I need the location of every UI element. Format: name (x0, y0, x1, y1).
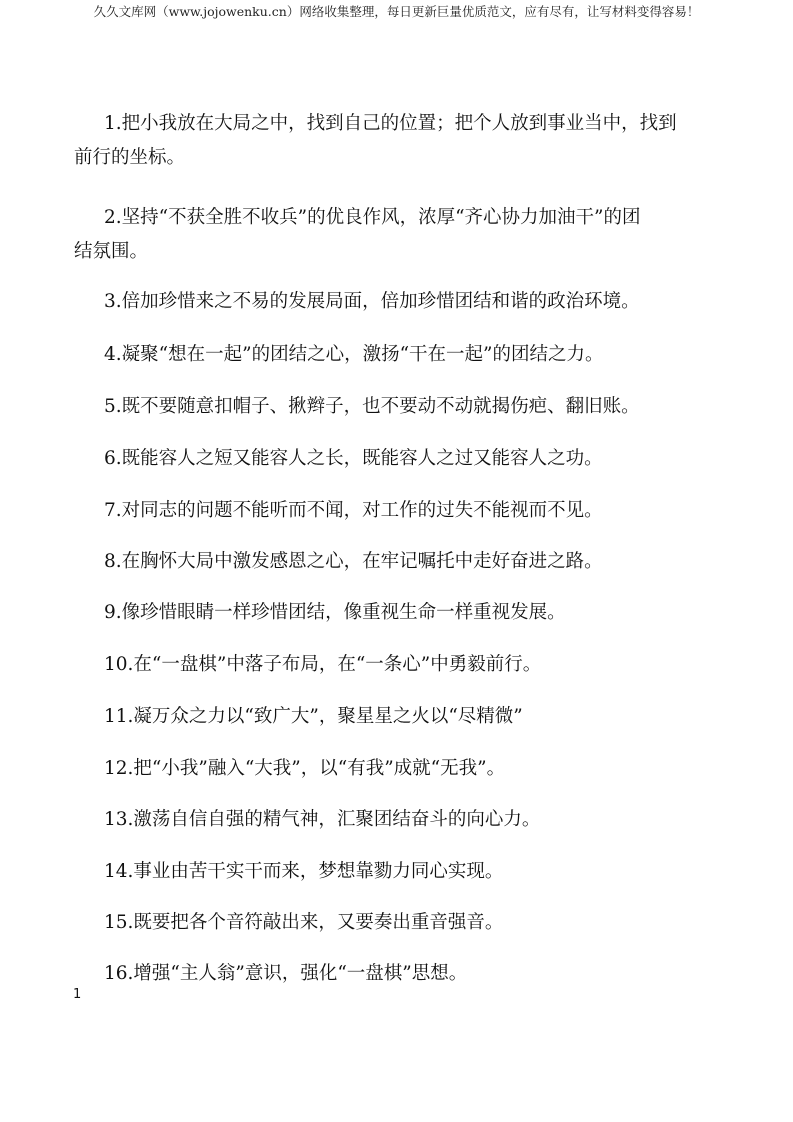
list-item: 3.倍加珍惜来之不易的发展局面，倍加珍惜团结和谐的政治环境。 (104, 291, 640, 312)
list-item: 13.激荡自信自强的精气神，汇聚团结奋斗的向心力。 (104, 809, 541, 830)
page-number: 1 (73, 987, 82, 1002)
item-text: 1.把小我放在大局之中，找到自己的位置；把个人放到事业当中，找到 (104, 113, 677, 134)
list-item: 4.凝聚“想在一起”的团结之心，激扬“干在一起”的团结之力。 (104, 344, 604, 365)
list-item: 15.既要把各个音符敲出来，又要奏出重音强音。 (104, 912, 504, 933)
list-item: 14.事业由苦干实干而来，梦想靠勠力同心实现。 (104, 861, 504, 882)
list-item: 16.增强“主人翁”意识，强化“一盘棋”思想。 (104, 963, 468, 984)
list-item: 5.既不要随意扣帽子、揪辫子，也不要动不动就揭伤疤、翻旧账。 (104, 396, 640, 417)
list-item (74, 201, 724, 269)
list-item (74, 107, 724, 175)
list-item: 9.像珍惜眼睛一样珍惜团结，像重视生命一样重视发展。 (104, 602, 566, 623)
list-item: 7.对同志的问题不能听而不闻，对工作的过失不能视而不见。 (104, 500, 603, 521)
item-text-continued: 结氛围。 (74, 241, 149, 262)
list-item: 12.把“小我”融入“大我”，以“有我”成就“无我”。 (104, 758, 506, 779)
page-header: 久久文库网（www.jojowenku.cn）网络收集整理，每日更新巨量优质范文，应有尽有，让写材料变得容易！ (93, 4, 700, 19)
list-item: 10.在“一盘棋”中落子布局，在“一条心”中勇毅前行。 (104, 654, 542, 675)
list-item: 6.既能容人之短又能容人之长，既能容人之过又能容人之功。 (104, 448, 603, 469)
item-text-continued: 前行的坐标。 (74, 147, 186, 168)
list-item: 11.凝万众之力以“致广大”，聚星星之火以“尽精微” (104, 706, 523, 727)
item-text: 2.坚持“不获全胜不收兵”的优良作风，浓厚“齐心协力加油干”的团 (104, 207, 641, 228)
list-item: 8.在胸怀大局中激发感恩之心，在牢记嘱托中走好奋进之路。 (104, 551, 603, 572)
